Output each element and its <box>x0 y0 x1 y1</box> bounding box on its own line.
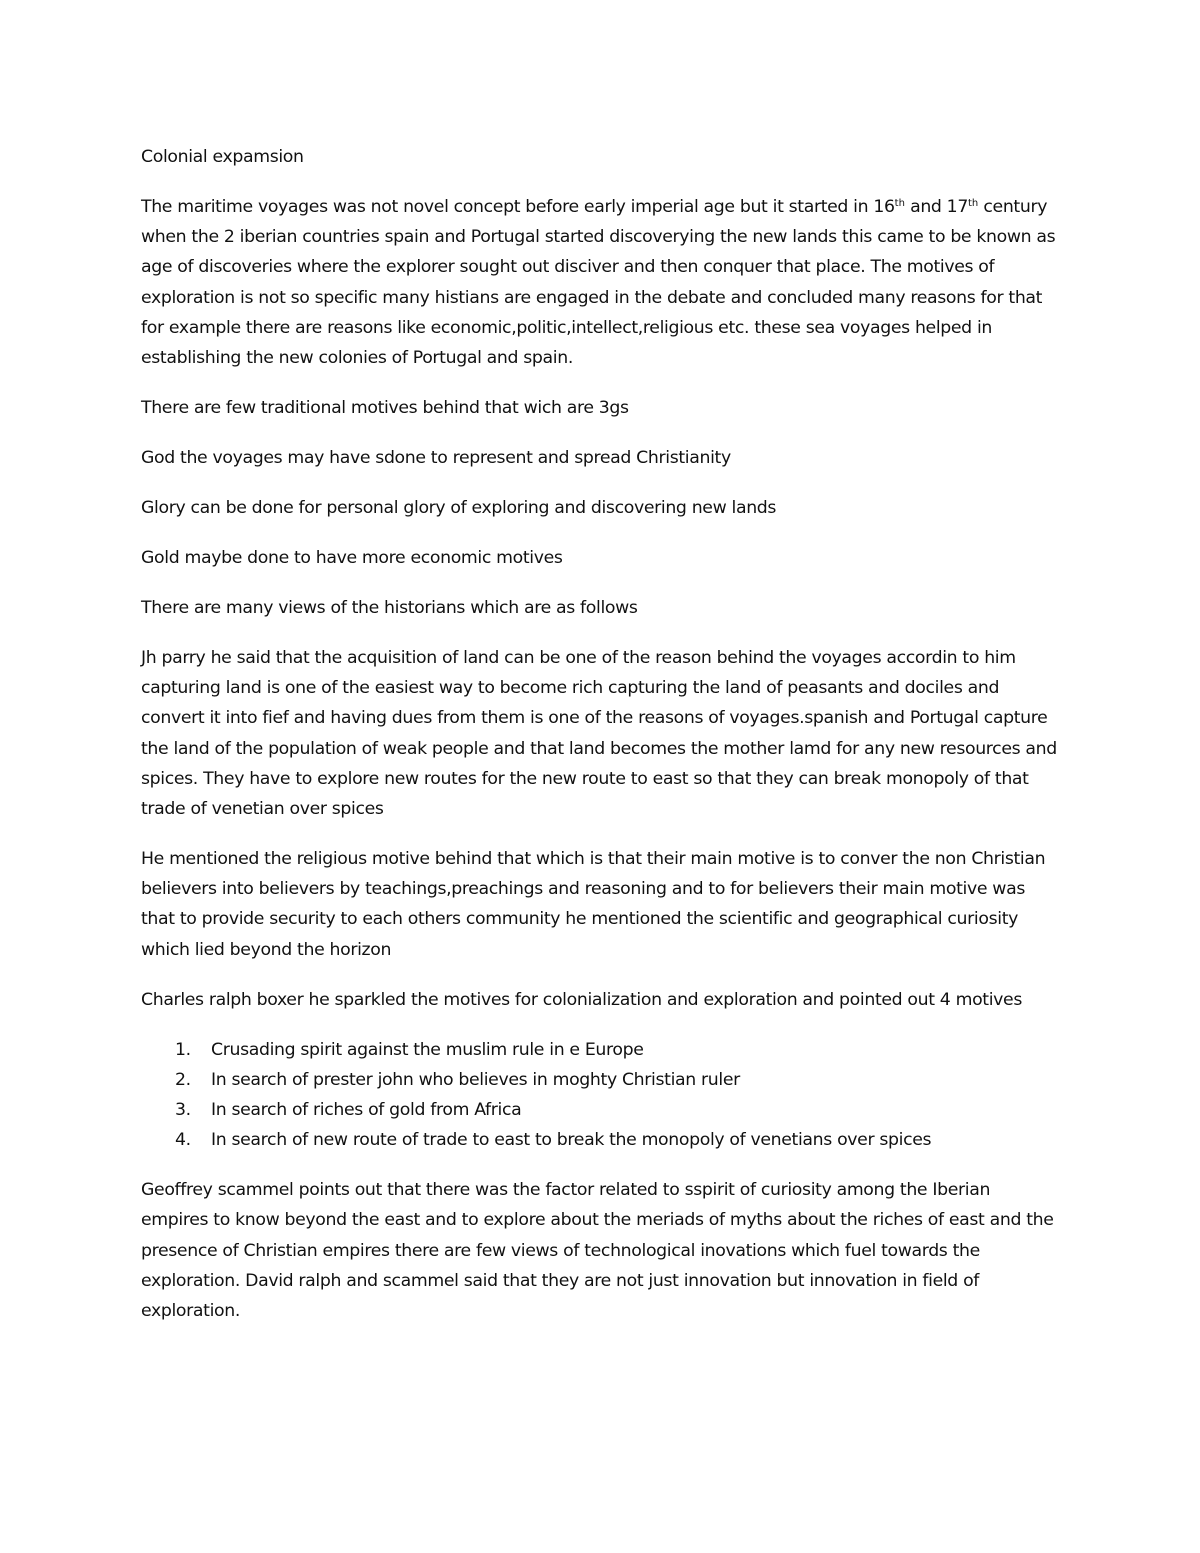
list-item-number: 2. <box>175 1069 191 1090</box>
intro-text-part3: century when the 2 iberian countries spain and Portugal started discoverying the new lands this came to be known as age of discoveries where the explorer sought out disciver and then conquer that place. The motives of exploration is not so specific many histians are engaged in the debate and concluded many reasons for that for example there are reasons like economic,politic,intellect,religious etc. these sea voyages helped in establishing the new colonies of Portugal and spain. <box>141 197 1056 369</box>
list-item <box>141 1035 1061 1065</box>
list-item-text: In search of riches of gold from Africa <box>211 1100 522 1121</box>
gold-paragraph: Gold maybe done to have more economic motives <box>141 548 563 569</box>
document-title: Colonial expamsion <box>141 147 304 167</box>
boxer-paragraph: Charles ralph boxer he sparkled the motives for colonialization and exploration and pointed out 4 motives <box>141 989 1022 1010</box>
list-item-number: 3. <box>175 1100 191 1121</box>
superscript-th-1: th <box>894 198 905 209</box>
list-item-text: In search of new route of trade to east to break the monopoly of venetians over spices <box>211 1130 932 1151</box>
god-paragraph: God the voyages may have sdone to represent and spread Christianity <box>141 448 731 469</box>
historians-views-paragraph: There are many views of the historians which are as follows <box>141 598 638 619</box>
list-item-number: 1. <box>175 1039 191 1060</box>
intro-text-part1: The maritime voyages was not novel concept before early imperial age but it started in 16 <box>141 197 895 217</box>
intro-text-part2: and 17 <box>904 197 968 217</box>
traditional-motives-paragraph: There are few traditional motives behind that wich are 3gs <box>141 398 629 419</box>
list-item-text: Crusading spirit against the muslim rule in e Europe <box>211 1039 644 1060</box>
intro-paragraph <box>141 192 1061 373</box>
superscript-th-2: th <box>967 198 979 209</box>
document-page <box>141 142 1061 1346</box>
list-item-number: 4. <box>175 1130 191 1151</box>
motives-list <box>141 1035 1061 1156</box>
parry-paragraph: Jh parry he said that the acquisition of land can be one of the reason behind the voyages accordin to him capturing land is one of the easiest way to become rich capturing the land of peasants and dociles and convert it into fief and having dues from them is one of the reasons of voyages.spanish and Portugal capture the land of the population of weak people and that land becomes the mother lamd for any new resources and spices. They have to explore new routes for the new route to east so that they can break monopoly of that trade of venetian over spices <box>141 648 1057 820</box>
list-item-text: In search of prester john who believes in moghty Christian ruler <box>211 1069 740 1090</box>
glory-paragraph: Glory can be done for personal glory of exploring and discovering new lands <box>141 498 777 519</box>
list-item <box>141 1095 1061 1125</box>
list-item <box>141 1065 1061 1095</box>
list-item <box>141 1125 1061 1155</box>
religious-motive-paragraph: He mentioned the religious motive behind that which is that their main motive is to conver the non Christian believers into believers by teachings,preachings and reasoning and to for believers their main motive was that to provide security to each others community he mentioned the scientific and geographical curiosity which lied beyond the horizon <box>141 849 1046 960</box>
scammel-paragraph: Geoffrey scammel points out that there was the factor related to sspirit of curiosity among the Iberian empires to know beyond the east and to explore about the meriads of myths about the riches of east and the presence of Christian empires there are few views of technological inovations which fuel towards the exploration. David ralph and scammel said that they are not just innovation but innovation in field of exploration. <box>141 1180 1054 1322</box>
